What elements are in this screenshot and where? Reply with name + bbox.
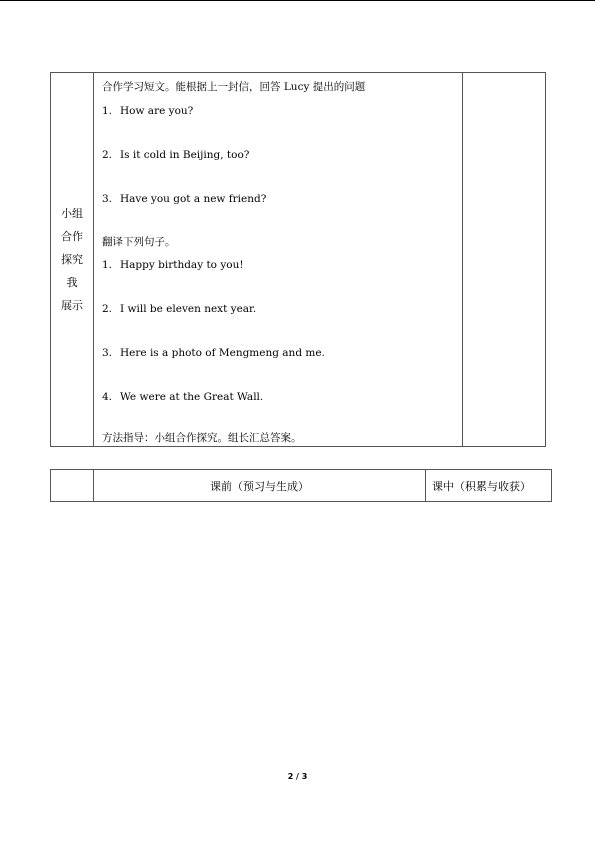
section-label-line-3: 探究: [61, 253, 83, 266]
notes-header-table: [50, 469, 552, 502]
question-1: [102, 104, 193, 118]
page-number: 2 / 3: [287, 772, 308, 781]
question-2: [102, 148, 249, 162]
notes-header-row: [51, 470, 552, 502]
sentence-3: [102, 346, 325, 360]
sentence-4: [102, 390, 263, 404]
section-label-cell: [51, 73, 94, 447]
section-label-line-2: 合作: [61, 230, 83, 243]
intro-text: 合作学习短文。能根据上一封信，回答 Lucy 提出的问题: [102, 81, 366, 93]
section-label-line-1: 小组: [61, 207, 83, 220]
translate-heading: 翻译下列句子。: [102, 236, 176, 248]
sentence-4-text: We were at the Great Wall.: [120, 391, 264, 403]
sentence-2-text: I will be eleven next year.: [120, 303, 257, 315]
sentence-3-text: Here is a photo of Mengmeng and me.: [120, 347, 325, 359]
section-label-line-4: 我: [66, 276, 78, 289]
activity-row: [51, 73, 546, 447]
before-class-header: 课前（预习与生成）: [94, 470, 426, 502]
question-3-text: Have you got a new friend?: [120, 193, 267, 205]
activity-table: [50, 72, 546, 447]
content-cell[interactable]: [94, 73, 463, 447]
in-class-header: 课中（积累与收获）: [426, 470, 552, 502]
method-guidance: 方法指导：小组合作探究。组长汇总答案。: [102, 432, 302, 444]
sentence-2: [102, 302, 256, 316]
blank-header-cell: [51, 470, 94, 502]
sentence-1: [102, 258, 244, 272]
question-3: [102, 192, 266, 206]
sentence-1-text: Happy birthday to you!: [120, 259, 244, 271]
sentence-3-number: 3.: [102, 347, 113, 359]
question-2-text: Is it cold in Beijing, too?: [120, 149, 250, 161]
sentence-2-number: 2.: [102, 303, 113, 315]
section-label-line-5: 展示: [61, 299, 83, 312]
notes-cell[interactable]: [463, 73, 546, 447]
sentence-1-number: 1.: [102, 259, 113, 271]
question-1-text: How are you?: [120, 105, 194, 117]
question-3-number: 3.: [102, 193, 113, 205]
question-1-number: 1.: [102, 105, 113, 117]
header-rule: [0, 0, 595, 1]
sentence-4-number: 4.: [102, 391, 113, 403]
question-2-number: 2.: [102, 149, 113, 161]
